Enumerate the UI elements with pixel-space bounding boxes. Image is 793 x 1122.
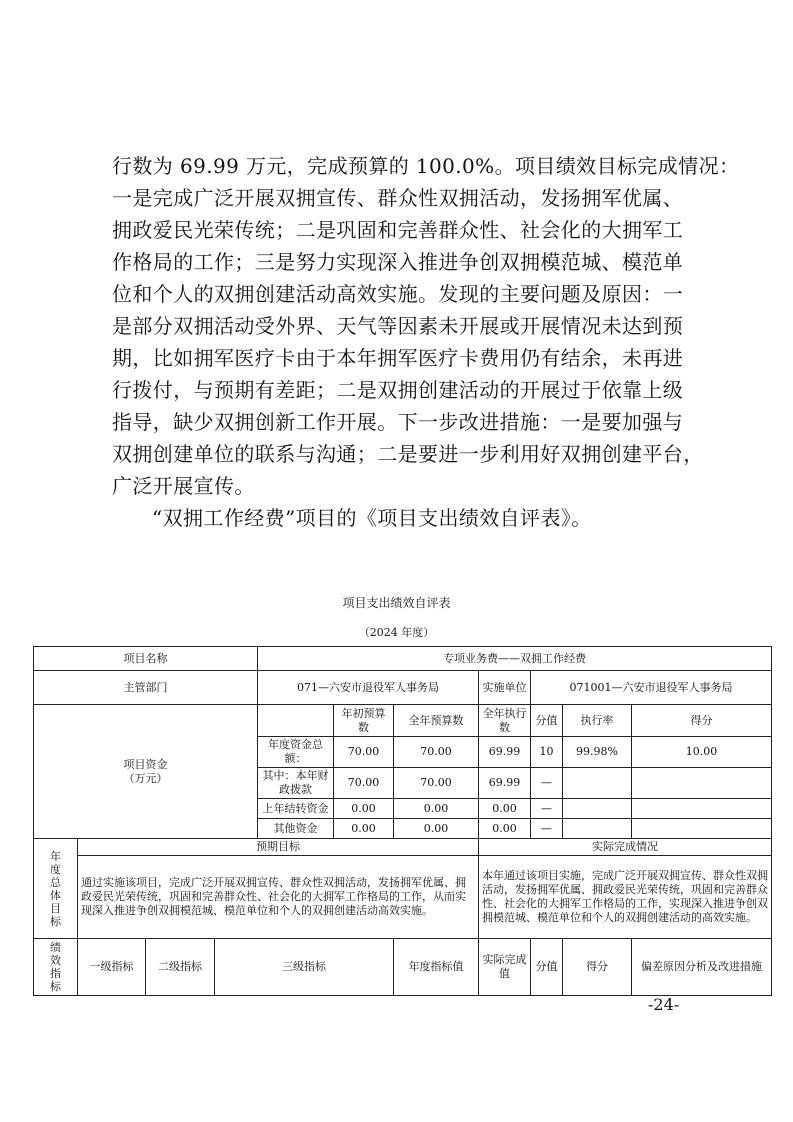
dept-label: 主管部门	[34, 671, 258, 705]
expected-header: 预期目标	[78, 839, 479, 856]
funds-row-label: 其他资金	[258, 819, 334, 839]
table-year: （2024 年度）	[358, 626, 435, 639]
goal-label	[34, 839, 78, 939]
exec-unit-label: 实施单位	[479, 671, 531, 705]
funds-cell: —	[531, 819, 563, 839]
paragraph-line: 指导，缺少双拥创新工作开展。下一步改进措施：一是要加强与	[112, 410, 684, 434]
funds-cell	[563, 768, 632, 799]
project-name-label: 项目名称	[34, 647, 258, 671]
funds-cell: —	[531, 799, 563, 819]
goal-label-text: 年度总体目标	[50, 849, 61, 928]
perf-header: 得分	[563, 939, 632, 996]
perf-header: 一级指标	[78, 939, 146, 996]
paragraph-line: 期，比如拥军医疗卡由于本年拥军医疗卡费用仍有结余，未再进	[112, 346, 684, 370]
funds-cell: 0.00	[394, 819, 479, 839]
paragraph-line: 作格局的工作；三是努力实现深入推进争创双拥模范城、模范单	[112, 250, 684, 274]
paragraph-line: 双拥创建单位的联系与沟通；二是要进一步利用好双拥创建平台，	[112, 442, 704, 466]
paragraph-line: 广泛开展宣传。	[112, 474, 255, 498]
project-name: 专项业务费——双拥工作经费	[258, 647, 772, 671]
table-caption: “双拥工作经费”项目的《项目支出绩效自评表》。	[152, 506, 592, 530]
funds-cell: 0.00	[394, 799, 479, 819]
table-title: 项目支出绩效自评表	[342, 596, 451, 610]
funds-header: 全年执行数	[479, 705, 531, 737]
body-paragraph	[112, 150, 740, 534]
funds-cell: 70.00	[334, 737, 394, 768]
funds-label: 项目资金 （万元）	[34, 705, 258, 839]
funds-header: 得分	[632, 705, 772, 737]
perf-header: 实际完成值	[479, 939, 531, 996]
funds-cell: —	[531, 768, 563, 799]
funds-cell: 99.98%	[563, 737, 632, 768]
funds-cell: 10	[531, 737, 563, 768]
funds-row-label: 其中：本年财政拨款	[258, 768, 334, 799]
perf-header: 年度指标值	[394, 939, 479, 996]
paragraph-line: 一是完成广泛开展双拥宣传、群众性双拥活动，发扬拥军优属、	[112, 186, 684, 210]
funds-cell	[632, 768, 772, 799]
funds-cell	[632, 819, 772, 839]
funds-cell	[632, 799, 772, 819]
paragraph-line: 拥政爱民光荣传统；二是巩固和完善群众性、社会化的大拥军工	[112, 218, 684, 242]
funds-row-label: 上年结转资金	[258, 799, 334, 819]
actual-header: 实际完成情况	[479, 839, 772, 856]
funds-cell: 70.00	[394, 737, 479, 768]
table-row	[34, 671, 772, 705]
funds-cell: 0.00	[479, 799, 531, 819]
table-row	[34, 856, 772, 939]
self-evaluation-table	[33, 646, 771, 996]
table-row	[34, 647, 772, 671]
page-number: -24-	[648, 995, 680, 1014]
paragraph-line: 行数为 69.99 万元，完成预算的 100.0%。项目绩效目标完成情况：	[112, 154, 740, 178]
table-row	[34, 939, 772, 996]
expected-text: 通过实施该项目，完成广泛开展双拥宣传、群众性双拥活动，发扬拥军优属、拥政爱民光荣传统，巩固和完善群众性、社会化的大拥军工作格局的工作，从而实现深入推进争创双拥模范城、模范单位和个人的双拥创建活动高效实施。	[78, 856, 479, 939]
exec-unit: 071001—六安市退役军人事务局	[531, 671, 772, 705]
perf-label-text: 绩效指标	[50, 941, 61, 993]
funds-cell: 0.00	[334, 799, 394, 819]
funds-cell: 70.00	[394, 768, 479, 799]
perf-header: 偏差原因分析及改进措施	[632, 939, 772, 996]
funds-header: 分值	[531, 705, 563, 737]
funds-header: 年初预算数	[334, 705, 394, 737]
funds-cell	[563, 799, 632, 819]
funds-cell: 69.99	[479, 737, 531, 768]
perf-header: 二级指标	[146, 939, 215, 996]
paragraph-line: 行拨付，与预期有差距；二是双拥创建活动的开展过于依靠上级	[112, 378, 684, 402]
dept: 071—六安市退役军人事务局	[258, 671, 479, 705]
perf-header: 三级指标	[215, 939, 394, 996]
funds-cell: 70.00	[334, 768, 394, 799]
table-row	[34, 839, 772, 856]
paragraph-line: 是部分双拥活动受外界、天气等因素未开展或开展情况未达到预	[112, 314, 684, 338]
funds-header: 执行率	[563, 705, 632, 737]
funds-cell: 0.00	[334, 819, 394, 839]
actual-text: 本年通过该项目实施，完成广泛开展双拥宣传、群众性双拥活动，发扬拥军优属、拥政爱民光荣传统，巩固和完善群众性、社会化的大拥军工作格局的工作，实现深入推进争创双拥模范城、模范单位和个人的双拥创建活动的高效实施。	[479, 856, 772, 939]
funds-cell: 10.00	[632, 737, 772, 768]
funds-cell: 69.99	[479, 768, 531, 799]
table-row	[34, 705, 772, 737]
funds-cell	[563, 819, 632, 839]
funds-header-blank	[258, 705, 334, 737]
funds-header: 全年预算数	[394, 705, 479, 737]
paragraph-line: 位和个人的双拥创建活动高效实施。发现的主要问题及原因：一	[112, 282, 684, 306]
perf-label	[34, 939, 78, 996]
funds-cell: 0.00	[479, 819, 531, 839]
perf-header: 分值	[531, 939, 563, 996]
funds-row-label: 年度资金总额：	[258, 737, 334, 768]
